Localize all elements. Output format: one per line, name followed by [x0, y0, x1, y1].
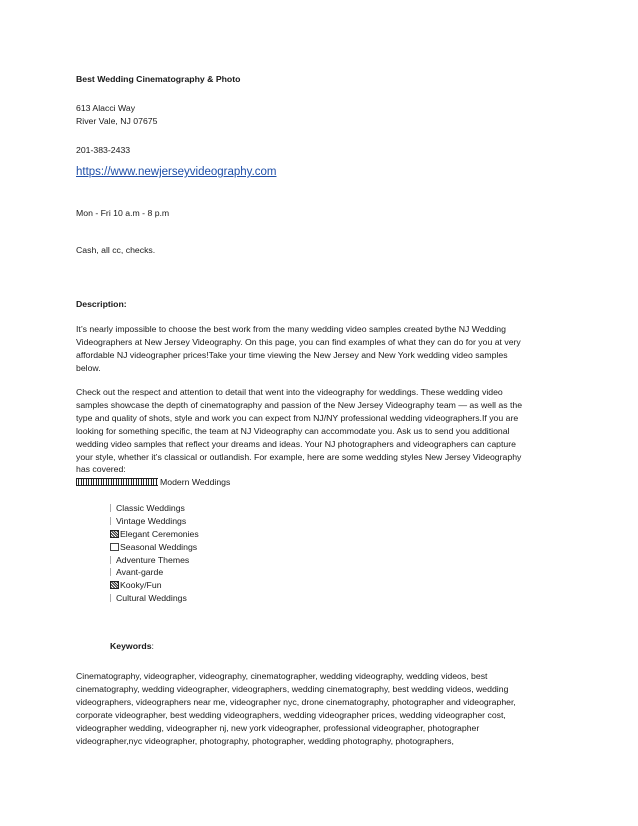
- bullet-box-icon: [110, 556, 115, 564]
- wedding-style-label: Vintage Weddings: [116, 515, 187, 526]
- paragraph-line: has covered:: [76, 464, 126, 475]
- keywords-paragraph: [76, 670, 566, 747]
- keywords-heading-colon: :: [151, 641, 154, 651]
- address-line-2: River Vale, NJ 07675: [76, 116, 158, 126]
- paragraph-line: type and quality of shots, style and work you can expect from NJ/NY professional wedding videographers.If you are: [76, 412, 519, 423]
- wedding-style-label: Seasonal Weddings: [120, 541, 198, 552]
- first-style-line: [76, 476, 230, 489]
- business-hours: Mon - Fri 10 a.m - 8 p.m: [76, 208, 170, 218]
- wedding-style-item: [110, 515, 199, 528]
- paragraph-line: affordable NJ videographer prices!Take your time viewing the New Jersey and New York wedding video samples: [76, 349, 508, 360]
- wedding-styles-list: [110, 502, 199, 605]
- keywords-line: videographers, videographers near me, videographer nyc, drone cinematography, photographer and videographer,: [76, 696, 516, 707]
- wedding-style-item: [110, 566, 199, 579]
- bullet-box-icon: [110, 594, 115, 602]
- garbled-glyphs-icon: [76, 478, 158, 486]
- wedding-style-label: Classic Weddings: [116, 503, 185, 513]
- description-paragraph-1: [76, 323, 566, 375]
- bullet-box-icon: [110, 581, 119, 589]
- keywords-line: corporate videographer, best wedding videographers, wedding videographer prices, wedding videographer cost,: [76, 709, 506, 720]
- wedding-style-label: Elegant Ceremonies: [120, 528, 199, 539]
- paragraph-line: your style, whether it’s classical or outlandish. For example, here are some wedding styles New Jersey Videography: [76, 451, 522, 462]
- wedding-style-label: Cultural Weddings: [116, 593, 187, 604]
- business-name: Best Wedding Cinematography & Photo: [76, 74, 241, 84]
- wedding-style-label: Adventure Themes: [116, 554, 190, 565]
- bullet-box-icon: [110, 568, 115, 576]
- wedding-style-item: [110, 554, 199, 567]
- keywords-line: Cinematography, videographer, videography, cinematographer, wedding videography, wedding videos, best: [76, 671, 488, 681]
- website-link[interactable]: https://www.newjerseyvideography.com: [76, 166, 277, 178]
- wedding-style-label: Avant-garde: [116, 567, 164, 578]
- wedding-style-item: [110, 502, 199, 515]
- wedding-style-item: [110, 528, 199, 541]
- paragraph-line: wedding video samples that reflect your dreams and ideas. Your NJ photographers and videographers can capture: [76, 438, 516, 449]
- description-heading: Description:: [76, 299, 127, 309]
- description-paragraph-2: [76, 386, 566, 476]
- paragraph-line: Check out the respect and attention to detail that went into the videography for weddings. These wedding video: [76, 387, 503, 397]
- paragraph-line: samples showcase the depth of cinematography and passion of the New Jersey Videography team — as well as the: [76, 399, 523, 410]
- wedding-style-item: [110, 541, 199, 554]
- address-line-1: 613 Alacci Way: [76, 103, 136, 113]
- keywords-line: videographer,nyc videographer, photography, photographer, wedding photography, photographers,: [76, 735, 454, 746]
- wedding-style-item: [110, 592, 199, 605]
- paragraph-line: It’s nearly impossible to choose the best work from the many wedding video samples created bythe NJ Wedding: [76, 324, 506, 334]
- bullet-box-icon: [110, 517, 115, 525]
- bullet-box-icon: [110, 504, 115, 512]
- paragraph-line: below.: [76, 362, 101, 373]
- phone-number: 201-383-2433: [76, 145, 131, 155]
- wedding-style-item: [110, 579, 199, 592]
- first-style-label: Modern Weddings: [160, 477, 231, 487]
- keywords-line: cinematography, wedding videographer, videographers, wedding cinematography, best wedding videos, wedding: [76, 683, 509, 694]
- wedding-style-label: Kooky/Fun: [120, 580, 162, 591]
- payment-methods: Cash, all cc, checks.: [76, 245, 156, 255]
- bullet-box-icon: [110, 543, 119, 551]
- paragraph-line: Videographers at New Jersey Videography. On this page, you can find examples of what they can do for you at very: [76, 336, 521, 347]
- keywords-heading-label: Keywords: [110, 641, 152, 651]
- keywords-line: videographer wedding, videographer nj, new york videographer, professional videographer, photographer: [76, 722, 480, 733]
- paragraph-line: looking for something specific, the team at NJ Videography can accommodate you. Ask us to send you additional: [76, 425, 510, 436]
- keywords-heading: [110, 640, 154, 653]
- bullet-box-icon: [110, 530, 119, 538]
